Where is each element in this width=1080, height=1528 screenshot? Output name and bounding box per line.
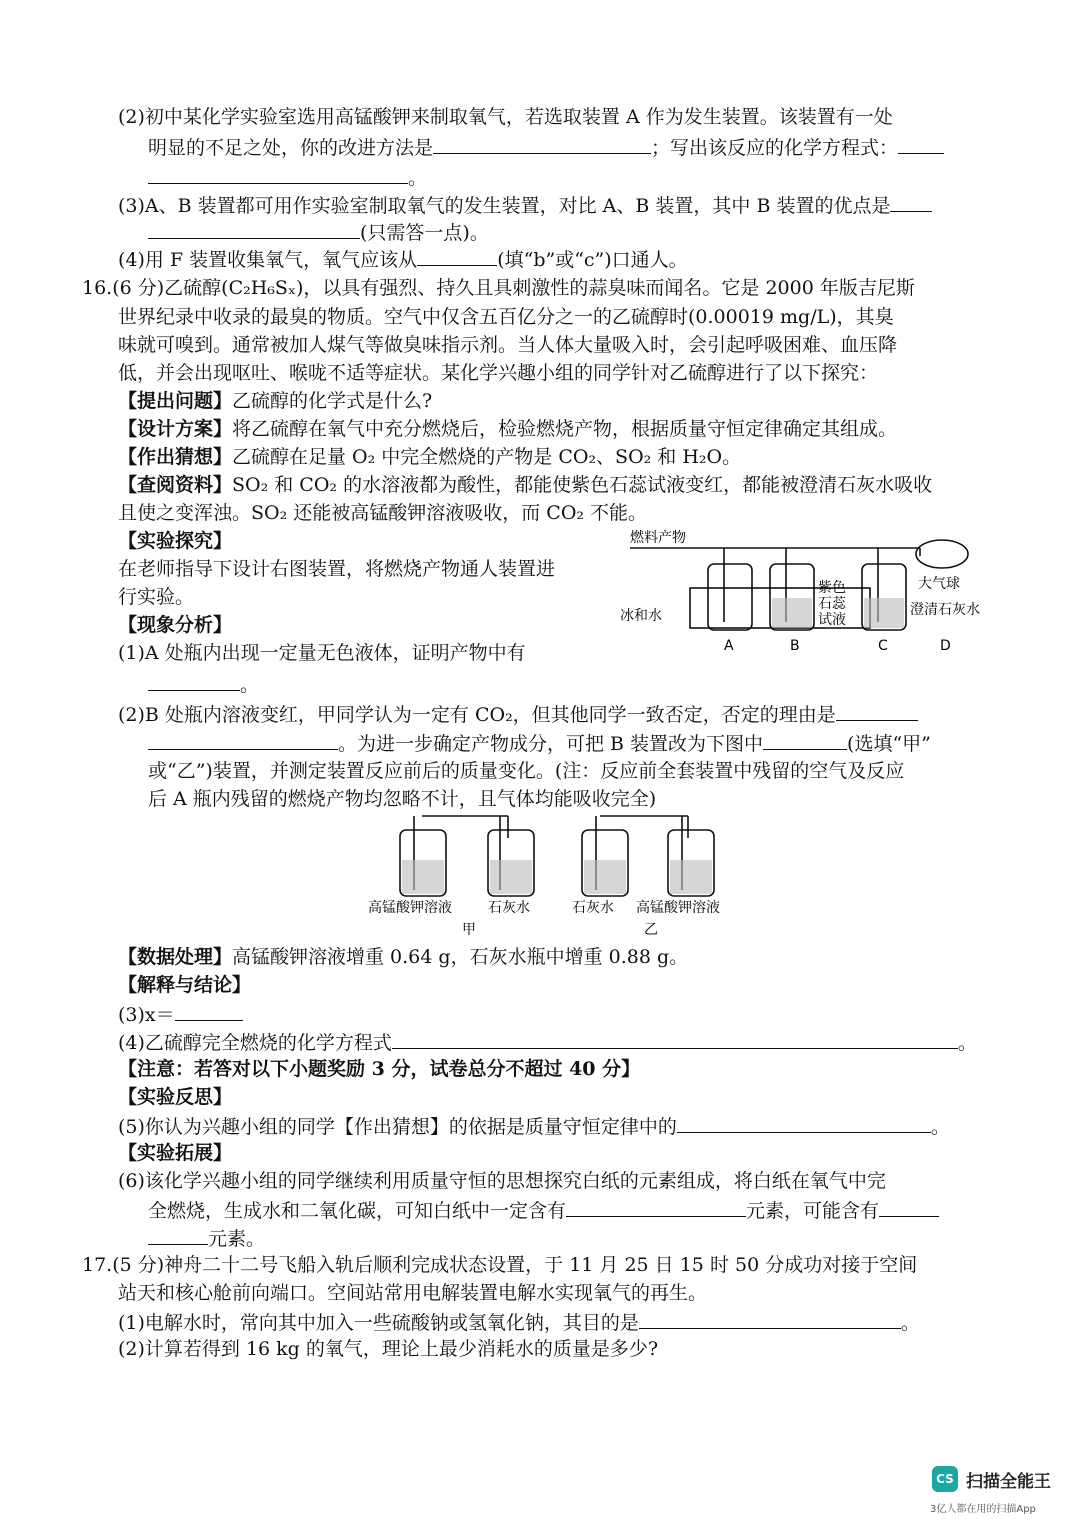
q16-intro-2: 世界纪录中收录的最臭的物质。空气中仅含五百亿分之一的乙硫醇时(0.00019 mg/L)，其臭 — [118, 306, 894, 328]
apparatus-figure-2 — [360, 808, 760, 940]
q16-part6-text2: 元素，可能含有 — [746, 1200, 880, 1222]
answer-blank[interactable] — [677, 1112, 931, 1133]
q16-part4-end: 。 — [957, 1032, 977, 1054]
watermark-brand: 扫描全能王 — [966, 1471, 1051, 1492]
answer-blank[interactable] — [433, 133, 651, 154]
q16-part3-text: (3)x＝ — [118, 1004, 175, 1026]
q16-part5-text: (5)你认为兴趣小组的同学【作出猜想】的依据是质量守恒定律中的 — [118, 1116, 677, 1138]
q17-part1-end: 。 — [900, 1312, 920, 1334]
label-balloon: 大气球 — [918, 576, 960, 592]
q15-part2-line3 — [148, 163, 427, 191]
answer-blank[interactable] — [639, 1308, 901, 1329]
label-kmno4-2: 高锰酸钾溶液 — [636, 900, 720, 916]
q15-part3-line2 — [148, 218, 489, 246]
q15-part4 — [118, 245, 688, 273]
q16-part6-text: 全燃烧，生成水和二氧化碳，可知白纸中一定含有 — [148, 1200, 567, 1222]
q15-part3-text: (3)A、B 装置都可用作实验室制取氧气的发生装置，对比 A、B 装置，其中 B 装置的优点是 — [118, 195, 891, 217]
answer-blank[interactable] — [417, 245, 497, 266]
q16-question — [118, 388, 432, 414]
q16-intro-1: 16.(6 分)乙硫醇(C₂H₆Sₓ)，以具有强烈、持久且具刺激性的蒜臭味而闻名。它是 2000 年版吉尼斯 — [82, 277, 915, 299]
q16-part2-line3: 或“乙”)装置，并测定装置反应前后的质量变化。(注：反应前全套装置中残留的空气及反应 — [148, 760, 905, 782]
section-text: 将乙硫醇在氧气中充分燃烧后，检验燃烧产物，根据质量守恒定律确定其组成。 — [232, 418, 898, 440]
answer-blank[interactable] — [148, 218, 360, 239]
q16-info-2: 且使之变浑浊。SO₂ 还能被高锰酸钾溶液吸收，而 CO₂ 不能。 — [118, 502, 648, 524]
label-lime-2: 石灰水 — [572, 900, 614, 916]
q16-part6-line3 — [148, 1224, 265, 1252]
section-heading: 【提出问题】 — [118, 390, 233, 412]
q16-reflect-heading: 【实验反思】 — [118, 1086, 233, 1108]
q17-part1 — [118, 1308, 920, 1336]
q16-info-1 — [118, 472, 932, 498]
q16-guess — [118, 444, 741, 470]
camscanner-logo-icon: CS — [932, 1466, 958, 1492]
section-text: SO₂ 和 CO₂ 的水溶液都为酸性，都能使紫色石蕊试液变红，都能被澄清石灰水吸收 — [232, 474, 933, 496]
q17-intro-1: 17.(5 分)神舟二十二号飞船入轨后顺利完成状态设置，于 11 月 25 日 15 时 50 分成功对接于空间 — [82, 1254, 918, 1276]
q16-note: 【注意：若答对以下小题奖励 3 分，试卷总分不超过 40 分】 — [118, 1058, 641, 1080]
q15-part3-line1 — [118, 191, 932, 219]
q17-part2: (2)计算若得到 16 kg 的氧气，理论上最少消耗水的质量是多少? — [118, 1338, 659, 1360]
answer-blank[interactable] — [148, 163, 408, 184]
answer-blank[interactable] — [763, 729, 847, 750]
q16-phenom-heading: 【现象分析】 — [118, 614, 233, 636]
label-a: A — [724, 638, 734, 654]
answer-blank[interactable] — [148, 729, 338, 750]
section-heading: 【作出猜想】 — [118, 446, 233, 468]
answer-blank[interactable] — [879, 1196, 939, 1217]
q16-part2-text: (2)B 处瓶内溶液变红，甲同学认为一定有 CO₂，但其他同学一致否定，否定的理由是 — [118, 704, 836, 726]
q17-part1-text: (1)电解水时，常向其中加入一些硫酸钠或氢氧化钠，其目的是 — [118, 1312, 639, 1334]
q16-part2-text3: (选填“甲” — [847, 733, 931, 755]
q16-part6-end: 元素。 — [208, 1228, 266, 1250]
q16-part2-line1 — [118, 700, 918, 728]
q15-part2-text: 明显的不足之处，你的改进方法是 — [148, 137, 434, 159]
q16-part2-line4: 后 A 瓶内残留的燃烧产物均忽略不计，且气体均能吸收完全) — [148, 788, 657, 810]
q16-part6-line2 — [148, 1196, 939, 1224]
q16-part5 — [118, 1112, 950, 1140]
q15-part2-line1: (2)初中某化学实验室选用高锰酸钾来制取氧气，若选取装置 A 作为发生装置。该装置有一处 — [118, 106, 893, 128]
section-text: 乙硫醇的化学式是什么? — [232, 390, 433, 412]
label-c: C — [878, 638, 888, 654]
label-b: B — [790, 638, 800, 654]
q17-intro-2: 站天和核心舱前向端口。空间站常用电解装置电解水实现氧气的再生。 — [118, 1282, 708, 1304]
section-text: 乙硫醇在足量 O₂ 中完全燃烧的产物是 CO₂、SO₂ 和 H₂O。 — [232, 446, 742, 468]
section-text: 高锰酸钾溶液增重 0.64 g，石灰水瓶中增重 0.88 g。 — [232, 946, 689, 968]
q16-part2-text2: 。为进一步确定产物成分，可把 B 装置改为下图中 — [338, 733, 764, 755]
q16-part4-text: (4)乙硫醇完全燃烧的化学方程式 — [118, 1032, 392, 1054]
q16-part1: (1)A 处瓶内出现一定量无色液体，证明产物中有 — [118, 642, 526, 664]
apparatus-figure-1 — [620, 526, 1020, 662]
q16-intro-4: 低，并会出现呕吐、喉咙不适等症状。某化学兴趣小组的同学针对乙硫醇进行了以下探究： — [118, 362, 879, 384]
q16-explore-2: 行实验。 — [118, 586, 195, 608]
scanner-watermark — [932, 1466, 1051, 1492]
bottle-a — [708, 564, 752, 630]
q15-part3-text2: (只需答一点)。 — [360, 222, 489, 244]
section-heading: 【数据处理】 — [118, 946, 233, 968]
balloon — [916, 540, 968, 568]
q16-part2-line2 — [148, 729, 931, 757]
q16-part5-end: 。 — [930, 1116, 950, 1138]
q16-conclusion-heading: 【解释与结论】 — [118, 974, 252, 996]
q16-intro-3: 味就可嗅到。通常被加人煤气等做臭味指示剂。当人体大量吸入时，会引起呼吸困难、血压降 — [118, 334, 898, 356]
answer-blank[interactable] — [898, 133, 944, 154]
label-kmno4-1: 高锰酸钾溶液 — [368, 900, 452, 916]
answer-blank[interactable] — [148, 1224, 208, 1245]
q15-part2-end: 。 — [408, 167, 428, 189]
q16-part1-end: 。 — [240, 674, 260, 696]
q16-explore-heading: 【实验探究】 — [118, 530, 233, 552]
q16-explore-1: 在老师指导下设计右图装置，将燃烧产物通人装置进 — [118, 558, 556, 580]
label-jia: 甲 — [462, 922, 476, 938]
watermark-slogan: 3亿人都在用的扫描App — [930, 1504, 1036, 1515]
q15-part2-text2: ；写出该反应的化学方程式： — [651, 137, 899, 159]
label-fuel: 燃料产物 — [630, 530, 686, 546]
answer-blank[interactable] — [392, 1028, 958, 1049]
label-d: D — [940, 638, 951, 654]
q15-part4-text2: (填“b”或“c”)口通人。 — [497, 249, 688, 271]
section-heading: 【查阅资料】 — [118, 474, 233, 496]
q16-part3 — [118, 1000, 243, 1028]
q16-part6-line1: (6)该化学兴趣小组的同学继续利用质量守恒的思想探究白纸的元素组成，将白纸在氧气中完 — [118, 1170, 886, 1192]
answer-blank[interactable] — [175, 1000, 243, 1021]
q15-part2-line2 — [148, 133, 944, 161]
q16-extend-heading: 【实验拓展】 — [118, 1142, 233, 1164]
q16-data — [118, 944, 688, 970]
label-lime-1: 石灰水 — [488, 900, 530, 916]
q16-part1-blank-line — [148, 670, 259, 698]
answer-blank[interactable] — [566, 1196, 746, 1217]
answer-blank[interactable] — [148, 670, 240, 691]
q15-part4-text: (4)用 F 装置收集氧气，氧气应该从 — [118, 249, 418, 271]
answer-blank[interactable] — [836, 700, 918, 721]
label-lime-water: 澄清石灰水 — [910, 602, 980, 618]
q16-design — [118, 416, 897, 442]
label-yi: 乙 — [644, 922, 658, 938]
answer-blank[interactable] — [890, 191, 932, 212]
q16-part4 — [118, 1028, 977, 1056]
label-ice-water: 冰和水 — [620, 608, 662, 624]
label-litmus: 紫色石蕊试液 — [818, 580, 846, 628]
section-heading: 【设计方案】 — [118, 418, 233, 440]
